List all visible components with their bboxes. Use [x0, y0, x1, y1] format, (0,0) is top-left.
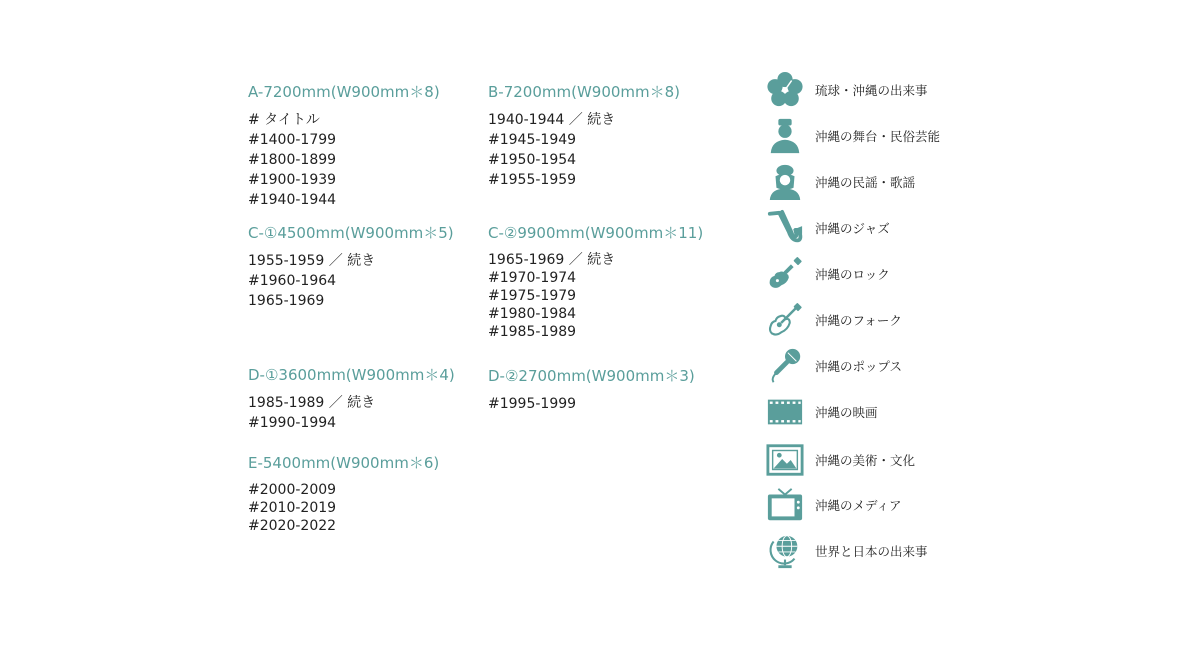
section-title: C-①4500mm(W900mm＊5) — [248, 224, 454, 242]
section-items — [248, 393, 455, 433]
list-item: 1985-1989 ／ 続き — [248, 395, 376, 411]
legend-label: 沖縄の映画 — [815, 405, 878, 420]
list-item: #2020-2022 — [248, 518, 337, 534]
electric-guitar-icon — [766, 255, 804, 293]
legend-label: 沖縄のロック — [815, 267, 890, 282]
section-title: D-②2700mm(W900mm＊3) — [488, 367, 695, 385]
list-item: #1985-1989 — [488, 324, 577, 340]
legend-item — [766, 392, 878, 432]
section-d1 — [248, 365, 455, 433]
section-b — [488, 82, 680, 190]
microphone-icon — [766, 347, 804, 385]
section-items — [488, 394, 695, 414]
hibiscus-icon — [766, 71, 804, 109]
legend-label: 沖縄の舞台・民俗芸能 — [815, 129, 941, 144]
section-items — [488, 251, 703, 341]
legend-label: 沖縄の美術・文化 — [815, 453, 916, 468]
picture-frame-icon — [766, 441, 804, 479]
list-item: 1965-1969 — [248, 293, 325, 309]
legend-label: 沖縄のフォーク — [815, 313, 902, 328]
section-a — [248, 82, 440, 210]
legend-label: 沖縄のポップス — [815, 359, 903, 374]
list-item: #1950-1954 — [488, 152, 577, 168]
list-item: #1980-1984 — [488, 306, 577, 322]
legend-label: 沖縄のメディア — [815, 498, 902, 513]
folk-singer-icon — [766, 163, 804, 201]
list-item: # タイトル — [248, 112, 320, 128]
list-item: 1940-1944 ／ 続き — [488, 112, 616, 128]
list-item: #1990-1994 — [248, 415, 337, 431]
television-icon — [766, 486, 804, 524]
legend-label: 沖縄のジャズ — [815, 221, 890, 236]
legend-item — [766, 346, 902, 386]
list-item: #2000-2009 — [248, 482, 337, 498]
legend-item — [766, 208, 890, 248]
list-item: #1940-1944 — [248, 192, 337, 208]
list-item: #1995-1999 — [488, 396, 577, 412]
saxophone-icon — [766, 209, 804, 247]
section-title: E-5400mm(W900mm＊6) — [248, 454, 440, 472]
section-title: C-②9900mm(W900mm＊11) — [488, 224, 704, 242]
section-items — [248, 251, 454, 311]
list-item: #2010-2019 — [248, 500, 337, 516]
legend-item — [766, 440, 915, 480]
section-title: B-7200mm(W900mm＊8) — [488, 83, 681, 101]
legend-item — [766, 70, 928, 110]
legend-item — [766, 254, 890, 294]
list-item: #1970-1974 — [488, 270, 577, 286]
section-d2 — [488, 366, 695, 414]
section-title: A-7200mm(W900mm＊8) — [248, 83, 440, 101]
list-item: #1955-1959 — [488, 172, 577, 188]
legend-item — [766, 116, 940, 156]
legend-item — [766, 485, 902, 525]
legend-item — [766, 162, 915, 202]
performer-icon — [766, 117, 804, 155]
list-item: 1965-1969 ／ 続き — [488, 252, 616, 268]
section-items — [488, 110, 680, 190]
legend-item — [766, 531, 928, 571]
list-item: #1400-1799 — [248, 132, 337, 148]
list-item: 1955-1959 ／ 続き — [248, 253, 376, 269]
list-item: #1960-1964 — [248, 273, 337, 289]
list-item: #1975-1979 — [488, 288, 577, 304]
section-e — [248, 453, 439, 535]
section-c2 — [488, 223, 703, 341]
list-item: #1945-1949 — [488, 132, 577, 148]
film-strip-icon — [766, 393, 804, 431]
legend-item — [766, 300, 902, 340]
list-item: #1900-1939 — [248, 172, 337, 188]
section-c1 — [248, 223, 454, 311]
list-item: #1800-1899 — [248, 152, 337, 168]
globe-icon — [766, 532, 804, 570]
legend-label: 琉球・沖縄の出来事 — [815, 83, 928, 98]
legend-label: 世界と日本の出来事 — [815, 544, 928, 559]
section-title: D-①3600mm(W900mm＊4) — [248, 366, 455, 384]
legend-label: 沖縄の民謡・歌謡 — [815, 175, 916, 190]
section-items — [248, 481, 439, 535]
section-items — [248, 110, 440, 210]
acoustic-guitar-icon — [766, 301, 804, 339]
